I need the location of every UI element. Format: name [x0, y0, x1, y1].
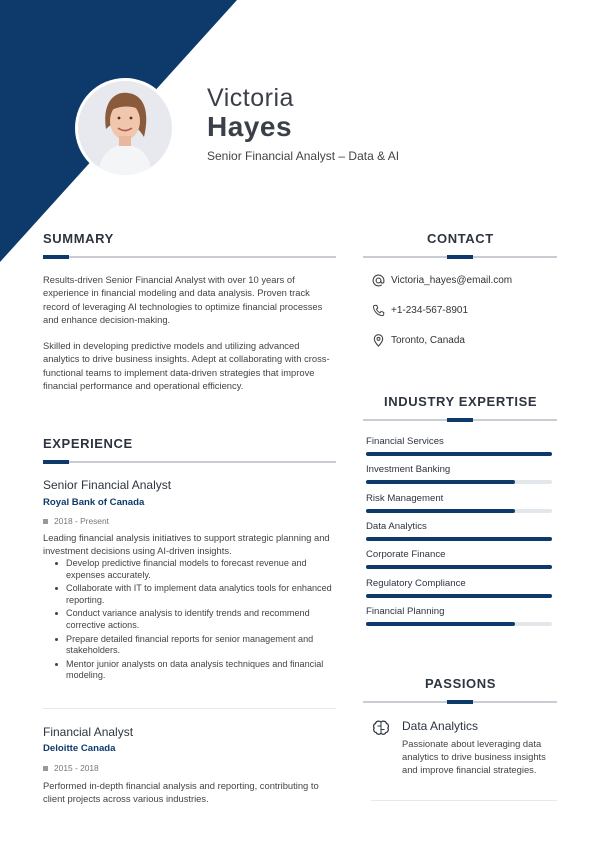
last-name: Hayes [207, 111, 293, 142]
skill-bar-fill [366, 452, 552, 456]
skill-bar [366, 480, 552, 484]
skill-label: Corporate Finance [366, 549, 446, 561]
contact-email[interactable] [371, 273, 512, 287]
contact-phone[interactable] [371, 303, 468, 317]
skill-bar [366, 452, 552, 456]
job-2-dates [43, 763, 99, 773]
job-divider [43, 708, 336, 709]
experience-accent [43, 460, 69, 464]
skill-bar [366, 537, 552, 541]
expertise-accent [447, 418, 473, 422]
brain-icon [372, 720, 390, 741]
list-item: Conduct variance analysis to identify trends and recommend corrective actions. [52, 608, 337, 631]
list-item: Develop predictive financial models to forecast revenue and expenses accurately. [52, 558, 337, 581]
skill-label: Regulatory Compliance [366, 577, 466, 589]
job-2-title: Financial Analyst [43, 725, 134, 739]
skill-label: Financial Planning [366, 605, 445, 617]
calendar-icon [43, 519, 48, 524]
phone-text: +1-234-567-8901 [391, 304, 469, 316]
job-1-title: Senior Financial Analyst [43, 478, 172, 492]
job-1-company: Royal Bank of Canada [43, 497, 145, 508]
passion-divider [371, 800, 557, 801]
skill-bar-fill [366, 594, 552, 598]
expertise-heading: INDUSTRY EXPERTISE [384, 394, 538, 409]
contact-location [371, 333, 465, 347]
location-pin-icon [371, 333, 385, 347]
skill-label: Risk Management [366, 492, 444, 504]
job-2-company: Deloitte Canada [43, 743, 116, 754]
experience-rule [43, 461, 336, 463]
experience-heading: EXPERIENCE [43, 436, 133, 451]
skill-bar [366, 594, 552, 598]
skill-label: Data Analytics [366, 520, 427, 532]
contact-accent [447, 255, 473, 259]
passions-accent [447, 700, 473, 704]
skill-bar-fill [366, 622, 515, 626]
skill-bar [366, 565, 552, 569]
at-icon [371, 273, 385, 287]
skill-label: Financial Services [366, 436, 444, 447]
passion-description: Passionate about leveraging data analytics to drive business insights and improve financial strategies. [402, 738, 546, 776]
email-text: Victoria_hayes@email.com [391, 274, 513, 286]
skill-bar-fill [366, 537, 552, 541]
summary-paragraph-1: Results-driven Senior Financial Analyst with over 10 years of experience in financial modeling and data analysis. Proven track record of leveraging AI technologies to optimize financial processes and enhance decision-making. [43, 274, 323, 326]
job-2-dates-text: 2015 - 2018 [54, 763, 99, 773]
job-1-description: Leading financial analysis initiatives to support strategic planning and investment decisions using AI-driven insights. [43, 532, 330, 557]
summary-heading: SUMMARY [43, 231, 114, 246]
summary-paragraph-2: Skilled in developing predictive models and utilizing advanced analytics to drive business insights. Adept at collaborating with cross-functional teams to implement data-driven strategies that improve financial performance and operational efficiency. [43, 340, 330, 392]
contact-heading: CONTACT [427, 231, 494, 246]
skill-bar [366, 622, 552, 626]
profile-photo [78, 81, 172, 175]
skill-bar-fill [366, 480, 515, 484]
calendar-icon [43, 766, 48, 771]
skill-bar [366, 509, 552, 513]
first-name: Victoria [207, 84, 294, 112]
job-subtitle: Senior Financial Analyst – Data & AI [207, 149, 400, 163]
job-1-dates [43, 516, 109, 526]
job-1-bullets [52, 558, 337, 684]
list-item: Collaborate with IT to implement data analytics tools for enhanced reporting. [52, 583, 337, 606]
list-item: Mentor junior analysts on data analysis techniques and financial modeling. [52, 659, 337, 682]
list-item: Prepare detailed financial reports for senior management and stakeholders. [52, 634, 337, 657]
skill-bar-fill [366, 565, 552, 569]
passions-heading: PASSIONS [425, 676, 497, 691]
phone-icon [371, 303, 385, 317]
skill-label: Investment Banking [366, 464, 451, 476]
avatar [75, 78, 175, 178]
job-1-dates-text: 2018 - Present [54, 516, 109, 526]
location-text: Toronto, Canada [391, 334, 465, 346]
summary-accent [43, 255, 69, 259]
passion-title: Data Analytics [402, 719, 479, 733]
job-2-description: Performed in-depth financial analysis and reporting, contributing to client projects across various industries. [43, 780, 319, 805]
skill-bar-fill [366, 509, 515, 513]
summary-rule [43, 256, 336, 258]
